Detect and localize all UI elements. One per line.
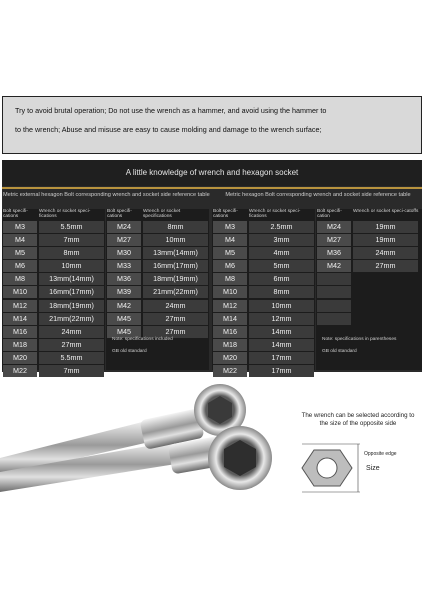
table-row [2, 300, 105, 312]
empty-row [316, 273, 419, 285]
bolt-cell: M36 [107, 273, 141, 285]
table-row [2, 326, 105, 338]
size-cell: 12mm [249, 313, 314, 325]
table-row [212, 326, 315, 338]
table-row [316, 260, 419, 272]
bolt-cell: M18 [3, 339, 37, 351]
bolt-cell: M27 [107, 234, 141, 246]
bolt-cell: M22 [3, 365, 37, 377]
size-cell: 2.5mm [249, 221, 314, 233]
size-cell: 10mm [249, 300, 314, 312]
empty-cell [317, 286, 351, 298]
table-row [212, 300, 315, 312]
table-row [2, 313, 105, 325]
table-row [106, 260, 209, 272]
bolt-table-2 [106, 209, 209, 370]
rows-1 [2, 221, 105, 378]
table-row [106, 234, 209, 246]
size-cell: 18mm(19mm) [39, 300, 104, 312]
header-wrench: Wrench or socket speci-fications [39, 209, 91, 220]
bolt-cell: M5 [3, 247, 37, 259]
size-cell: 8mm [249, 286, 314, 298]
wrench-photo [0, 380, 290, 510]
bolt-cell: M10 [3, 286, 37, 298]
size-cell: 10mm [39, 260, 104, 272]
table-row [2, 234, 105, 246]
table-row [106, 300, 209, 312]
table-row [106, 286, 209, 298]
table-row [2, 221, 105, 233]
size-label: Size [366, 465, 380, 472]
size-cell: 14mm [249, 339, 314, 351]
warning-line-2: to the wrench; Abuse and misuse are easy to cause molding and damage to the wrench surface; [15, 125, 322, 134]
table-row [106, 247, 209, 259]
bolt-cell: M16 [213, 326, 247, 338]
size-cell: 21mm(22mm) [39, 313, 104, 325]
table-row [212, 313, 315, 325]
side-explanation: The wrench can be selected according to the size of the opposite side [301, 412, 415, 427]
size-cell: 27mm [39, 339, 104, 351]
gold-divider [2, 187, 422, 189]
table-row [212, 286, 315, 298]
size-cell: 14mm [249, 326, 314, 338]
size-cell: 17mm [249, 365, 314, 377]
size-cell: 17mm [249, 352, 314, 364]
size-cell: 5.5mm [39, 221, 104, 233]
table-row [212, 352, 315, 364]
table-row [2, 339, 105, 351]
bolt-cell: M14 [3, 313, 37, 325]
size-cell: 7mm [39, 234, 104, 246]
right-reference-title: Metric hexagon Bolt corresponding wrench and socket side reference table [225, 192, 411, 198]
table-row [212, 247, 315, 259]
left-reference-title: Metric external hexagon Bolt corresponding wrench and socket side reference table [3, 192, 210, 198]
size-cell: 8mm [39, 247, 104, 259]
empty-cell [317, 300, 351, 312]
knowledge-panel [2, 160, 422, 376]
bolt-cell: M4 [3, 234, 37, 246]
bolt-cell: M14 [213, 313, 247, 325]
table-row [2, 365, 105, 377]
bolt-cell: M39 [107, 286, 141, 298]
bolt-cell: M42 [107, 300, 141, 312]
bolt-cell: M20 [3, 352, 37, 364]
header-bolt: Bolt specifi-cation [317, 209, 342, 220]
bolt-cell: M3 [3, 221, 37, 233]
warning-line-1: Try to avoid brutal operation; Do not use the wrench as a hammer, and avoid using the hammer to [15, 106, 327, 115]
size-cell: 13mm(14mm) [39, 273, 104, 285]
size-cell: 16mm(17mm) [143, 260, 208, 272]
table-row [212, 273, 315, 285]
size-cell: 19mm [353, 221, 418, 233]
bolt-cell: M30 [107, 247, 141, 259]
table-row [212, 234, 315, 246]
bolt-cell: M20 [213, 352, 247, 364]
table-row [212, 365, 315, 377]
note-line-1: Note: specifications included [112, 337, 173, 342]
table-row [106, 326, 209, 338]
table-row [212, 339, 315, 351]
empty-cell [317, 313, 351, 325]
bolt-cell: M5 [213, 247, 247, 259]
bolt-cell: M22 [213, 365, 247, 377]
header-bolt: Bolt specifi-cations [107, 209, 132, 220]
size-cell: 5.5mm [39, 352, 104, 364]
size-cell: 3mm [249, 234, 314, 246]
hex-nut-diagram-icon [300, 440, 364, 496]
size-cell: 24mm [143, 300, 208, 312]
rows-2 [106, 221, 209, 339]
table-row [2, 273, 105, 285]
rows-4 [316, 221, 419, 326]
empty-row [316, 300, 419, 312]
table-row [212, 260, 315, 272]
bolt-cell: M36 [317, 247, 351, 259]
bolt-table-4 [316, 209, 422, 370]
table-row [316, 247, 419, 259]
header-bolt: Bolt specifi-cations [3, 209, 28, 220]
size-cell: 10mm [143, 234, 208, 246]
bolt-cell: M24 [107, 221, 141, 233]
size-cell: 18mm(19mm) [143, 273, 208, 285]
bolt-cell: M6 [3, 260, 37, 272]
bolt-cell: M33 [107, 260, 141, 272]
bolt-cell: M6 [213, 260, 247, 272]
size-cell: 21mm(22mm) [143, 286, 208, 298]
table-row [106, 273, 209, 285]
header-bolt: Bolt specifi-cations [213, 209, 238, 220]
empty-cell [317, 273, 351, 285]
table-row [316, 234, 419, 246]
table-row [2, 286, 105, 298]
table-row [316, 221, 419, 233]
table-row [106, 221, 209, 233]
header-wrench: Wrench or socket specifications [143, 209, 181, 220]
size-cell: 7mm [39, 365, 104, 377]
bolt-cell: M4 [213, 234, 247, 246]
table-row [2, 352, 105, 364]
note-line-2: GB old standard [112, 349, 147, 354]
size-cell: 19mm [353, 234, 418, 246]
bolt-table-3 [212, 209, 315, 376]
header-wrench: Wrench or socket speci-catoffs [353, 209, 419, 214]
size-cell: 27mm [353, 260, 418, 272]
size-cell: 16mm(17mm) [39, 286, 104, 298]
bolt-cell: M45 [107, 313, 141, 325]
empty-row [316, 286, 419, 298]
bolt-cell: M12 [213, 300, 247, 312]
bolt-cell: M45 [107, 326, 141, 338]
bolt-cell: M8 [3, 273, 37, 285]
size-cell: 8mm [143, 221, 208, 233]
size-cell: 13mm(14mm) [143, 247, 208, 259]
knowledge-title: A little knowledge of wrench and hexagon socket [2, 160, 422, 186]
empty-row [316, 313, 419, 325]
bolt-cell: M8 [213, 273, 247, 285]
bolt-cell: M10 [213, 286, 247, 298]
bolt-cell: M42 [317, 260, 351, 272]
bolt-table-1 [2, 209, 105, 376]
bolt-cell: M18 [213, 339, 247, 351]
size-cell: 27mm [143, 326, 208, 338]
table-row [212, 221, 315, 233]
note-line-2: GB old standard [322, 349, 357, 354]
size-cell: 4mm [249, 247, 314, 259]
bolt-cell: M24 [317, 221, 351, 233]
warning-box [2, 96, 422, 154]
table-row [2, 247, 105, 259]
rows-3 [212, 221, 315, 378]
note-line-1: Note: specifications in parentheses [322, 337, 397, 342]
size-cell: 5mm [249, 260, 314, 272]
size-cell: 6mm [249, 273, 314, 285]
size-cell: 24mm [39, 326, 104, 338]
bolt-cell: M16 [3, 326, 37, 338]
opposite-edge-label: Opposite edge [364, 451, 397, 457]
header-wrench: Wrench or socket speci-fications [249, 209, 301, 220]
bolt-cell: M27 [317, 234, 351, 246]
size-cell: 24mm [353, 247, 418, 259]
bolt-cell: M3 [213, 221, 247, 233]
table-row [106, 313, 209, 325]
size-cell: 27mm [143, 313, 208, 325]
bolt-cell: M12 [3, 300, 37, 312]
table-row [2, 260, 105, 272]
